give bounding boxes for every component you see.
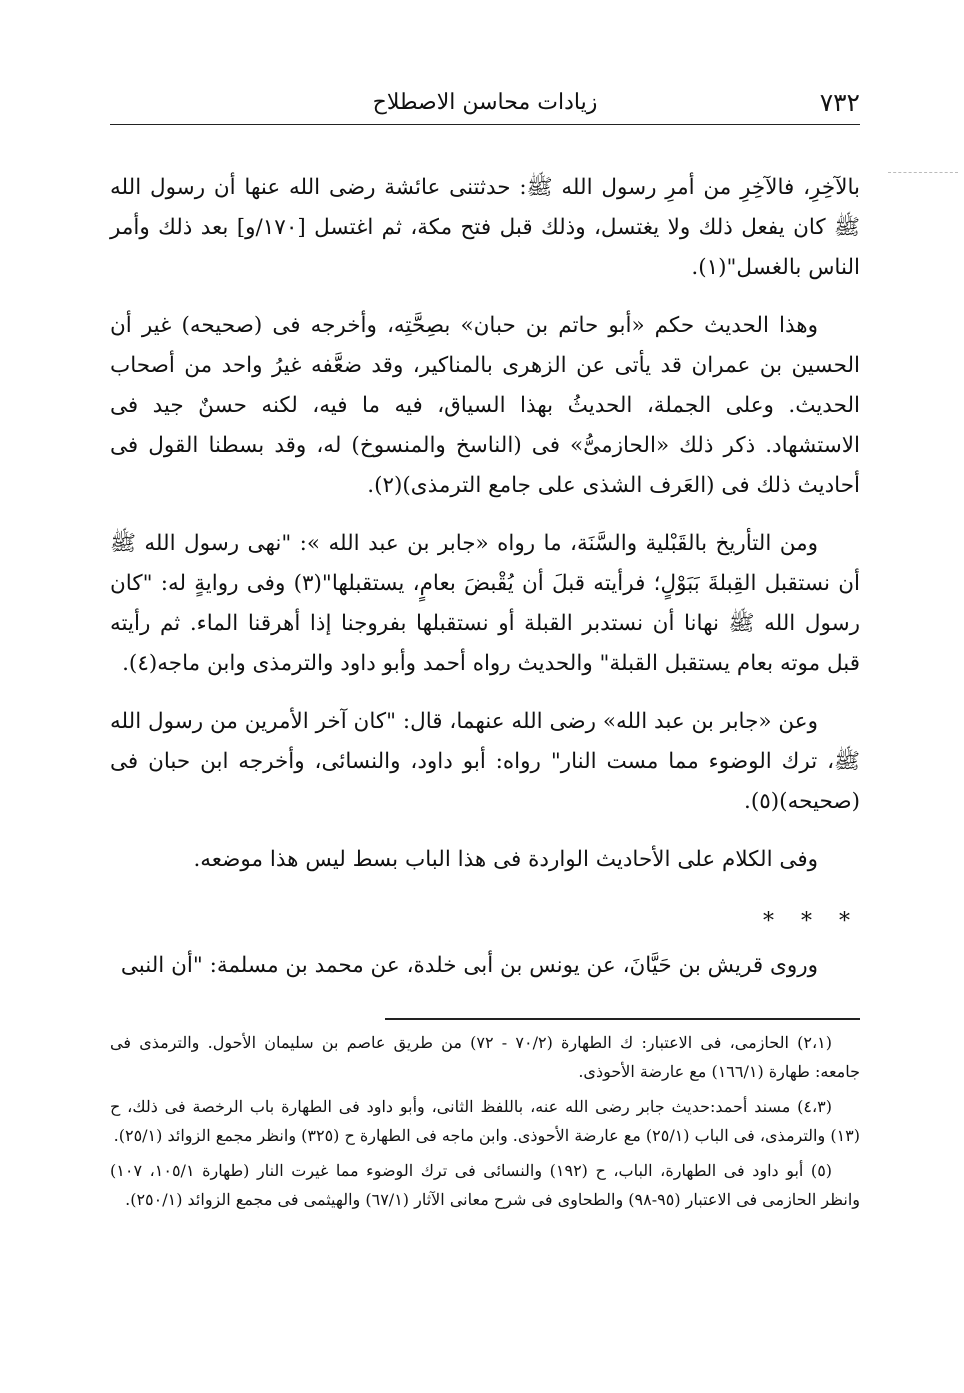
footnote-5: (٥) أبو داود فى الطهارة، الباب، ح (١٩٢) والنسائى فى ترك الوضوء مما غيرت النار (طهارة ١٠٥/١، ١٠٧) وانظر الحازمى فى الاعتبار (٩٥-٩٨) والطحاوى فى شرح معانى الآثار (٦٧/١) والهيثمى فى مجمع الزوائد (٢٥٠/١). [110,1161,860,1209]
main-text [110,168,860,1004]
paragraph-2: وهذا الحديث حكم «أبو حاتم بن حبان» بصِحَّتِه، وأخرجه فى (صحيحه) غير أن الحسين بن عمران قد يأتى عن الزهرى بالمناكير، وقد ضعَّفه غيرُ واحد من أصحاب الحديث. وعلى الجملة، الحديثُ بهذا السياق، فيه ما فيه، لكنه حسنٌ جيد فى الاستشهاد. ذكر ذلك «الحازمىُّ» فى (الناسخ والمنسوخ) له، وقد بسطنا القول فى أحاديث ذلك فى (العَرف الشذى على جامع الترمذى)(٢). [110,313,860,498]
running-title: زيادات محاسن الاصطلاح [372,90,598,115]
footnote-separator [385,1018,860,1020]
paragraph-4: وعن «جابر بن عبد الله» رضى الله عنهما، قال: "كان آخر الأمرين من رسول الله ﷺ، ترك الوضوء مما مست النار" رواه: أبو داود، والنسائى، وأخرجه ابن حبان فى (صحيحه)(٥). [110,709,860,814]
footnotes [110,1028,860,1220]
page-header [110,84,860,125]
paragraph-6: وروى قريش بن حَيَّانَ، عن يونس بن أبى خلدة، عن محمد بن مسلمة: "أن النبى [120,953,818,978]
paragraph-3: ومن التأريخ بالقَبْلية والسَّنَة، ما رواه «جابر بن عبد الله »: "نهى رسول الله ﷺ أن نستقبل القِبلةَ بَبَوْلٍ؛ فرأيته قبلَ أن يُقْبضَ بعامٍ، يستقبلها"(٣) وفى روايةٍ له: "كان رسول الله ﷺ نهانا أن نستدبر القبلة أو نستقبلها بفروجنا إذا أهرقنا الماء. ثم رأيته قبل موته بعام يستقبل القبلة" والحديث رواه أحمد وأبو داود والترمذى وابن ماجه(٤). [110,531,860,676]
page-number: ٧٣٢ [819,88,860,117]
footnote-3-4: (٤،٣) مسند أحمد:حديث جابر رضى الله عنه، باللفظ الثانى، وأبو داود فى الطهارة باب الرخصة فى ذلك، ح (١٣) والترمذى، فى الباب (٢٥/١) مع عارضة الأحوذى. وابن ماجه فى الطهارة ح (٣٢٥) وانظر مجمع الزوائد (٢٥/١). [110,1097,860,1145]
paragraph-5: وفى الكلام على الأحاديث الواردة فى هذا الباب بسط ليس هذا موضعه. [193,847,818,872]
footnote-1-2: (٢،١) الحازمى، فى الاعتبار: ك الطهارة (٧٠/٢ - ٧٢) من طريق عاصم بن سليمان الأحول. والترمذى فى جامعه: طهارة (١٦٦/١) مع عارضة الأحوذى. [110,1033,860,1081]
section-divider-stars: * * * [763,909,860,934]
scan-artifact-line [888,172,958,173]
paragraph-1: بالآخِرِ، فالآخِرِ من أمرِ رسول الله ﷺ: حدثتنى عائشة رضى الله عنها أن رسول الله ﷺ كان يفعل ذلك ولا يغتسل، وذلك قبل فتح مكة، ثم اغتسل [١٧٠/و] بعد ذلك وأمر الناس بالغسل"(١). [110,175,860,280]
